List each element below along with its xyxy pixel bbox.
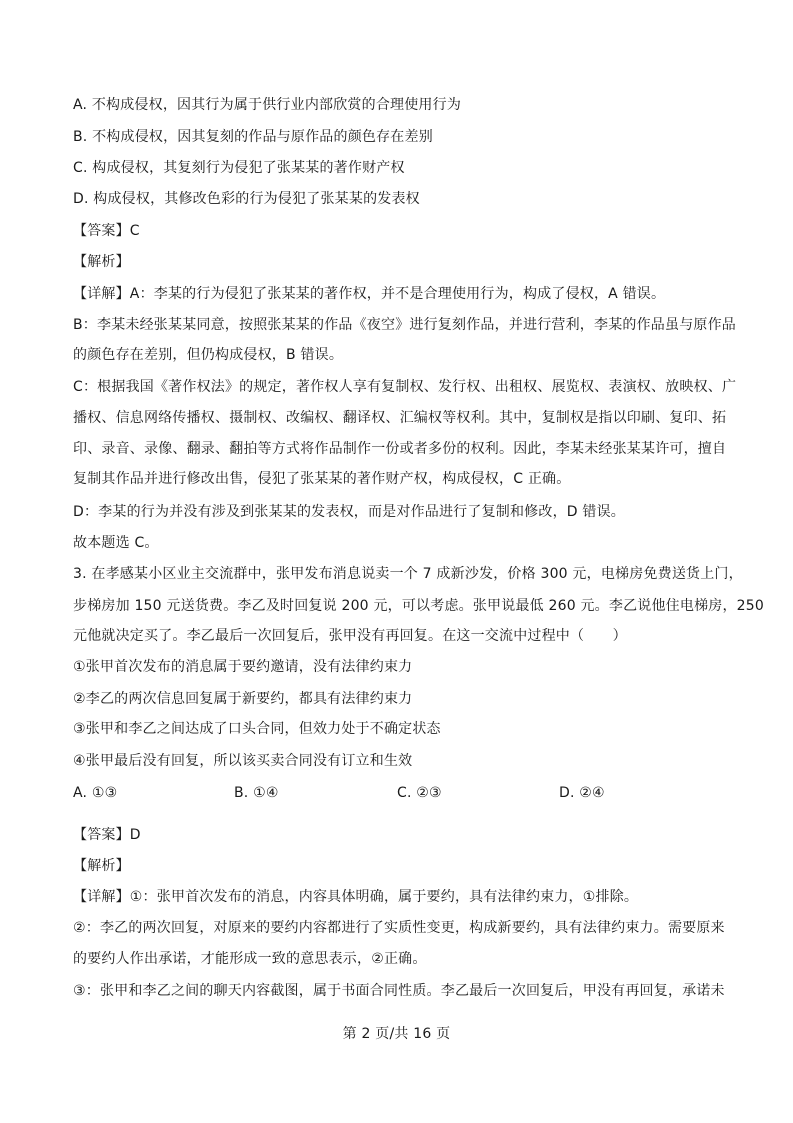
q3-choices [73, 783, 725, 803]
q3-detail-line: 【详解】①：张甲首次发布的消息，内容具体明确，属于要约，具有法律约束力，①排除。 [73, 889, 639, 905]
q2-detail-line: 【详解】A：李某的行为侵犯了张某某的著作权，并不是合理使用行为，构成了侵权，A 错误。 [73, 286, 666, 302]
q3-answer: 【答案】D [73, 827, 141, 843]
q2-option-a: A. 不构成侵权，因其行为属于供行业内部欣赏的合理使用行为 [73, 97, 462, 113]
q2-detail-line: 印、录音、录像、翻录、翻拍等方式将作品制作一份或者多份的权利。因此，李某未经张某某许可，擅自 [73, 441, 727, 457]
q3-detail-line: ③：张甲和李乙之间的聊天内容截图，属于书面合同性质。李乙最后一次回复后，甲没有再回复，承诺未 [73, 983, 725, 999]
q2-detail-line: D：李某的行为并没有涉及到张某某的发表权，而是对作品进行了复制和修改，D 错误。 [73, 504, 626, 520]
q2-conclusion: 故本题选 C。 [73, 535, 159, 551]
q2-detail-line: C：根据我国《著作权法》的规定，著作权人享有复制权、发行权、出租权、展览权、表演权、放映权、广 [73, 379, 737, 395]
q2-detail-line: B：李某未经张某某同意，按照张某某的作品《夜空》进行复刻作品，并进行营利，李某的作品虽与原作品 [73, 317, 737, 333]
q3-choice-a: A. ①③ [73, 785, 118, 801]
q3-choice-d: D. ②④ [559, 785, 605, 801]
q3-statement-4: ④张甲最后没有回复，所以该买卖合同没有订立和生效 [73, 753, 413, 769]
q2-option-b: B. 不构成侵权，因其复刻的作品与原作品的颜色存在差别 [73, 129, 433, 145]
q3-statement-1: ①张甲首次发布的消息属于要约邀请，没有法律约束力 [73, 659, 413, 675]
q3-detail-line: 的要约人作出承诺，才能形成一致的意思表示，②正确。 [73, 951, 427, 967]
q2-analysis-label: 【解析】 [73, 254, 130, 270]
q2-detail-line: 复制其作品并进行修改出售，侵犯了张某某的著作财产权，构成侵权，C 正确。 [73, 471, 571, 487]
q2-detail-line: 播权、信息网络传播权、摄制权、改编权、翻译权、汇编权等权利。其中，复制权是指以印刷、复印、拓 [73, 410, 727, 426]
q3-stem-line: 步梯房加 150 元送货费。李乙及时回复说 200 元，可以考虑。张甲说最低 260 元。李乙说他住电梯房，250 [73, 598, 764, 614]
q2-option-d: D. 构成侵权，其修改色彩的行为侵犯了张某某的发表权 [73, 191, 420, 207]
q3-statement-2: ②李乙的两次信息回复属于新要约，都具有法律约束力 [73, 691, 413, 707]
q3-choice-b: B. ①④ [234, 785, 279, 801]
q3-choice-c: C. ②③ [397, 785, 442, 801]
q3-stem-line: 元他就决定买了。李乙最后一次回复后，张甲没有再回复。在这一交流中过程中（ ） [73, 628, 627, 644]
q2-option-c: C. 构成侵权，其复刻行为侵犯了张某某的著作财产权 [73, 160, 405, 176]
q3-analysis-label: 【解析】 [73, 858, 130, 874]
page-footer: 第 2 页/共 16 页 [342, 1026, 451, 1042]
q3-statement-3: ③张甲和李乙之间达成了口头合同，但效力处于不确定状态 [73, 721, 441, 737]
q3-stem-line: 3. 在孝感某小区业主交流群中，张甲发布消息说卖一个 7 成新沙发，价格 300 元，电梯房免费送货上门， [73, 566, 743, 582]
q2-answer: 【答案】C [73, 223, 140, 239]
q3-detail-line: ②：李乙的两次回复，对原来的要约内容都进行了实质性变更，构成新要约，具有法律约束力。需要原来 [73, 920, 725, 936]
q2-detail-line: 的颜色存在差别，但仍构成侵权，B 错误。 [73, 347, 344, 363]
